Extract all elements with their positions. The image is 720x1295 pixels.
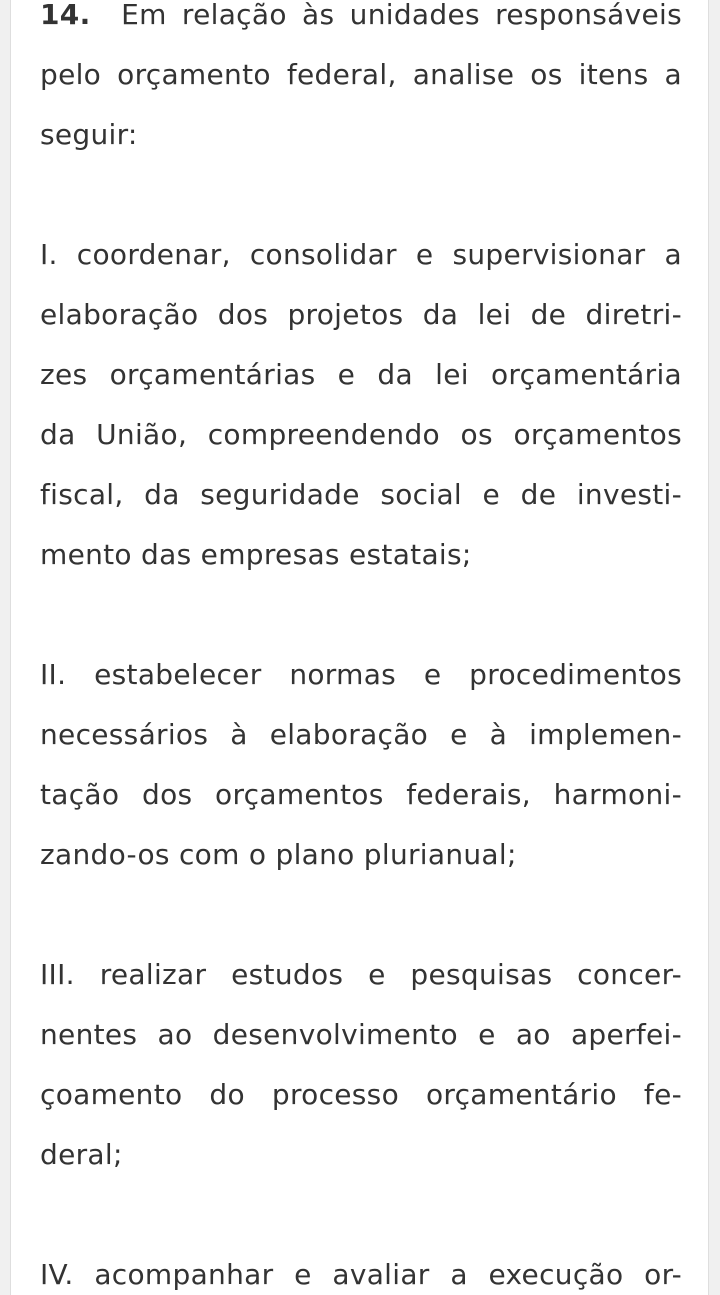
question-intro-line-3: seguir: [40, 118, 138, 151]
question-intro-line-2: pelo orçamento federal, analise os itens a [40, 58, 682, 91]
item-3-line-3: çoamento do processo orçamentário fe- [40, 1078, 682, 1111]
item-1-line-3: zes orçamentárias e da lei orçamentária [40, 358, 682, 391]
item-3-line-1: III. realizar estudos e pesquisas concer- [40, 958, 682, 991]
item-4-line-1: IV. acompanhar e avaliar a execução or- [40, 1258, 682, 1291]
item-1-line-1: I. coordenar, consolidar e supervisionar a [40, 238, 682, 271]
item-1-line-2: elaboração dos projetos da lei de diretri- [40, 298, 682, 331]
item-3-line-4: deral; [40, 1138, 123, 1171]
item-1-line-4: da União, compreendendo os orçamentos [40, 418, 682, 451]
item-1-line-6: mento das empresas estatais; [40, 538, 472, 571]
question-intro-text-1: Em relação às unidades responsáveis [121, 0, 683, 31]
item-3-line-2: nentes ao desenvolvimento e ao aperfei- [40, 1018, 682, 1051]
question-card [10, 0, 709, 1295]
item-2-line-1: II. estabelecer normas e procedimentos [40, 658, 682, 691]
question-intro-line-1 [40, 0, 682, 35]
item-2-line-2: necessários à elaboração e à implemen- [40, 718, 682, 751]
question-number: 14. [40, 0, 91, 31]
item-2-line-3: tação dos orçamentos federais, harmoni- [40, 778, 682, 811]
item-2-line-4: zando-os com o plano plurianual; [40, 838, 517, 871]
item-1-line-5: fiscal, da seguridade social e de investi- [40, 478, 682, 511]
